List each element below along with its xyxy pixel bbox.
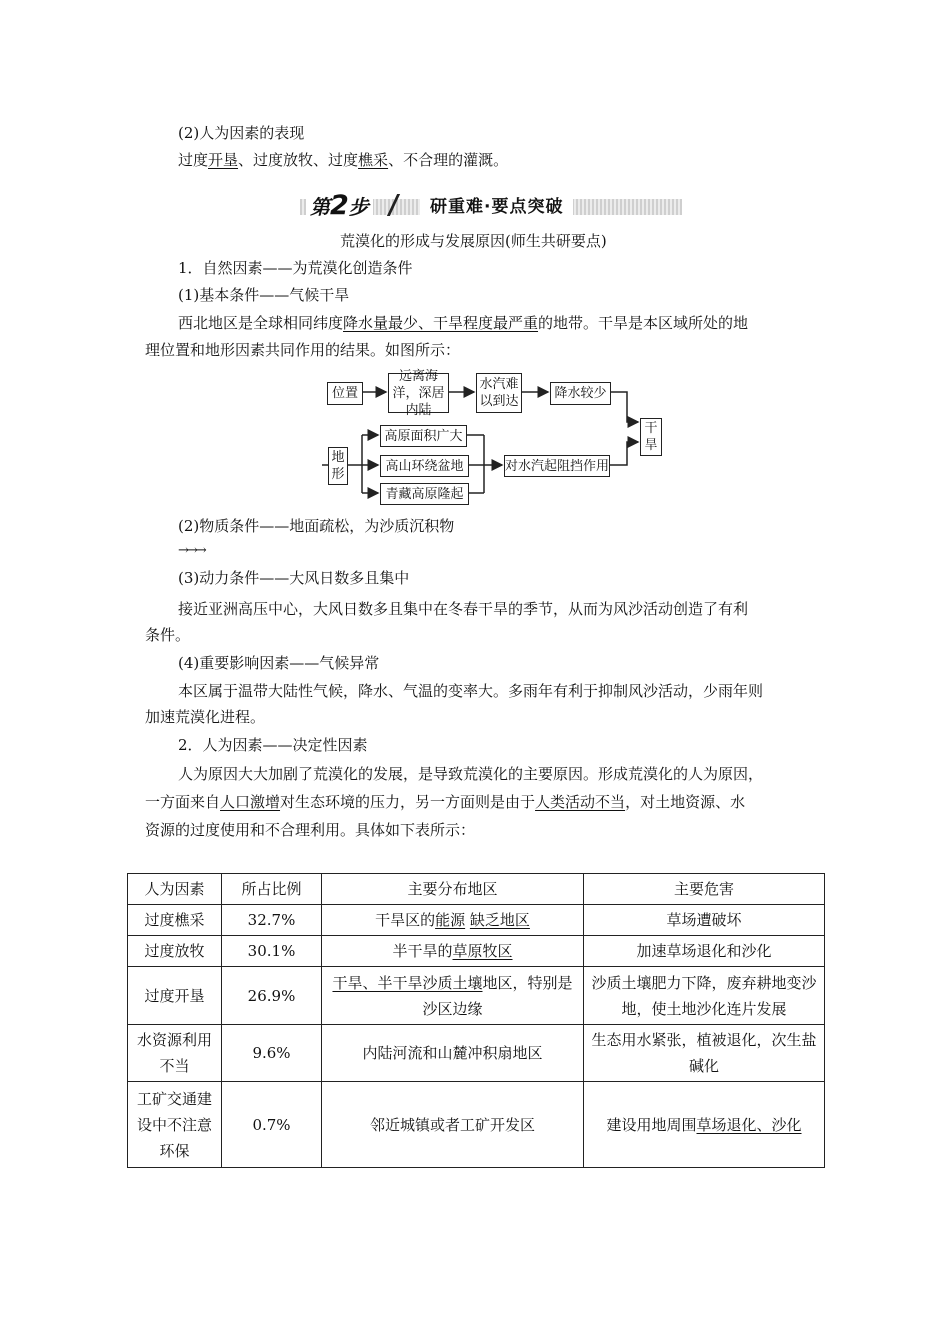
- underlined-term: 人口激增: [220, 793, 281, 811]
- factor-cell: 水资源利用不当: [128, 1025, 222, 1082]
- underlined-term: 能源: [435, 911, 466, 929]
- underlined-term: 降水量最少、干旱程度最严重: [343, 314, 539, 332]
- box-location: 位置: [327, 382, 363, 405]
- text-span: 一方面来自: [145, 793, 221, 811]
- underlined-term: 樵采: [358, 151, 389, 169]
- ratio-cell: 0.7%: [222, 1082, 322, 1168]
- human-factors-table: [127, 873, 825, 1168]
- box-qinghai-plateau: 青藏高原隆起: [380, 483, 469, 505]
- subheading: (2)物质条件——地面疏松，为沙质沉积物: [178, 517, 455, 535]
- text-line: 理位置和地形因素共同作用的结果。如图所示：: [145, 341, 461, 359]
- box-mountains: 高山环绕盆地: [380, 455, 469, 477]
- underlined-term: 干旱、半干旱沙质土壤: [332, 973, 483, 992]
- underlined-term: 人类活动不当: [535, 793, 626, 811]
- factor-cell: 过度樵采: [128, 905, 222, 936]
- text-line: 人为原因大大加剧了荒漠化的发展，是导致荒漠化的主要原因。形成荒漠化的人为原因，: [178, 765, 764, 783]
- heading: 1．自然因素——为荒漠化创造条件: [178, 259, 413, 277]
- region-cell: [322, 905, 584, 936]
- table-header-row: [128, 874, 825, 905]
- ratio-cell: 30.1%: [222, 936, 322, 967]
- underlined-term: 开垦: [208, 151, 239, 169]
- region-cell: 内陆河流和山麓冲积扇地区: [322, 1025, 584, 1082]
- text-span: 的地带。干旱是本区域所处的地: [538, 314, 749, 332]
- step-number: 2: [330, 190, 349, 221]
- header-cell: 主要危害: [584, 874, 825, 905]
- text-span: 半干旱的: [392, 942, 453, 960]
- text-span: 建设用地周围: [606, 1115, 697, 1134]
- table-row: [128, 1025, 825, 1082]
- ratio-cell: 9.6%: [222, 1025, 322, 1082]
- text-span: 、不合理的灌溉。: [388, 151, 509, 169]
- subheading: (3)动力条件——大风日数多且集中: [178, 569, 410, 587]
- region-cell: [322, 936, 584, 967]
- underlined-term: 缺乏地区: [469, 911, 530, 929]
- diagram-connectors: [0, 0, 950, 520]
- harm-cell: 沙质土壤肥力下降，废弃耕地变沙地，使土地沙化连片发展: [584, 967, 825, 1025]
- text-line: 条件。: [145, 626, 191, 644]
- subheading: (4)重要影响因素——气候异常: [178, 654, 380, 672]
- harm-cell: 生态用水紧张，植被退化，次生盐碱化: [584, 1025, 825, 1082]
- table-row: [128, 1082, 825, 1168]
- text-line: 接近亚洲高压中心，大风日数多且集中在冬春干旱的季节，从而为风沙活动创造了有利: [178, 600, 749, 618]
- factor-cell: 过度放牧: [128, 936, 222, 967]
- header-cell: 人为因素: [128, 874, 222, 905]
- text-span: 过度: [178, 151, 209, 169]
- box-less-rain: 降水较少: [550, 382, 611, 405]
- text-span: ，对土地资源、水: [625, 793, 746, 811]
- box-drought: 干旱: [640, 418, 662, 456]
- step-prefix: 第: [310, 195, 330, 219]
- text-line: (2)人为因素的表现: [178, 124, 305, 142]
- banner-label: 研重难·要点突破: [420, 192, 573, 217]
- table-row: [128, 936, 825, 967]
- box-far-from-sea: 远离海洋，深居内陆: [388, 373, 449, 413]
- header-cell: 主要分布地区: [322, 874, 584, 905]
- harm-cell: 加速草场退化和沙化: [584, 936, 825, 967]
- text-line: 资源的过度使用和不合理利用。具体如下表所示：: [145, 821, 476, 839]
- box-blocking-vapor: 对水汽起阻挡作用: [504, 455, 610, 477]
- text-span: 地区，特别是沙区边缘: [422, 973, 573, 1018]
- box-plateau-area: 高原面积广大: [380, 425, 467, 447]
- underlined-term: 草原牧区: [452, 942, 513, 960]
- step-suffix: 步: [348, 195, 369, 219]
- section-title: 荒漠化的形成与发展原因(师生共研要点): [340, 232, 607, 250]
- text-span: 西北地区是全球相同纬度: [178, 314, 344, 332]
- text-line: [145, 791, 745, 813]
- underlined-term: 草场退化、沙化: [696, 1115, 802, 1134]
- harm-cell: [584, 1082, 825, 1168]
- region-cell: 邻近城镇或者工矿开发区: [322, 1082, 584, 1168]
- box-terrain: 地形: [328, 447, 348, 485]
- factor-cell: 工矿交通建设中不注意环保: [128, 1082, 222, 1168]
- ratio-cell: 26.9%: [222, 967, 322, 1025]
- text-line: 本区属于温带大陆性气候，降水、气温的变率大。多雨年有利于抑制风沙活动，少雨年则: [178, 682, 764, 700]
- heading: 2．人为因素——决定性因素: [178, 736, 368, 754]
- text-line: 加速荒漠化进程。: [145, 708, 266, 726]
- harm-cell: 草场遭破坏: [584, 905, 825, 936]
- subheading: (1)基本条件——气候干旱: [178, 286, 350, 304]
- text-span: 干旱区的: [375, 911, 436, 929]
- text-span: 、过度放牧、过度: [238, 151, 359, 169]
- region-cell: [322, 967, 584, 1025]
- table-row: [128, 905, 825, 936]
- text-span: 对生态环境的压力，另一方面则是由于: [280, 793, 536, 811]
- header-cell: 所占比例: [222, 874, 322, 905]
- table-row: [128, 967, 825, 1025]
- arrows: →→→: [178, 543, 205, 558]
- factor-cell: 过度开垦: [128, 967, 222, 1025]
- ratio-cell: 32.7%: [222, 905, 322, 936]
- box-vapor-hard: 水汽难以到达: [476, 373, 522, 413]
